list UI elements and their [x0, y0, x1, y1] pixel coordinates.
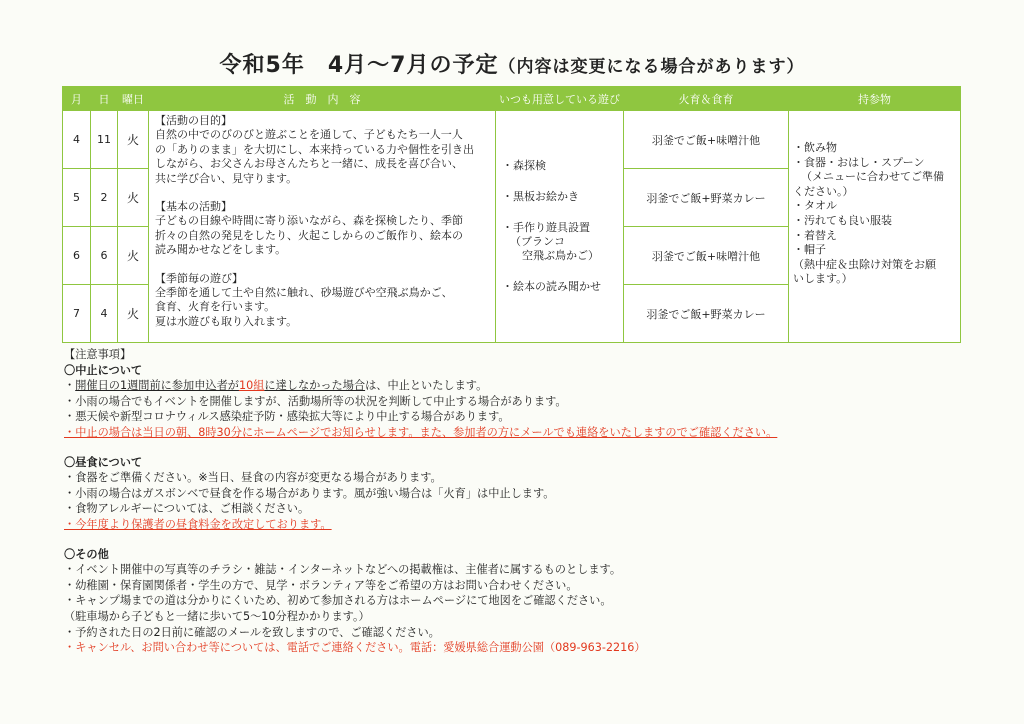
belonging-item: ・汚れても良い服装 — [793, 213, 892, 227]
other-line: （駐車場から子どもと一緒に歩いて5～10分程かかります。） — [64, 609, 370, 623]
lunch-line: ・食物アレルギーについては、ご相談ください。 — [64, 502, 310, 516]
season-line: 食育、火育を行います。 — [155, 300, 276, 314]
season-line: 夏は水遊びも取り入れます。 — [155, 314, 298, 328]
play-item: ・黒板お絵かき — [502, 190, 579, 203]
basic-block — [155, 200, 489, 258]
belonging-item: ください。） — [793, 184, 854, 198]
day-cell: 4 — [91, 285, 118, 343]
play-item-line: 空飛ぶ鳥かご） — [522, 249, 599, 262]
meal-cell: 羽釜でご飯+野菜カレー — [624, 169, 789, 227]
play-item-line: （ブランコ — [510, 235, 565, 248]
weekday-cell: 火 — [118, 285, 149, 343]
purpose-block — [155, 114, 489, 186]
day-cell: 6 — [91, 227, 118, 285]
notes-heading: 【注意事項】 — [64, 348, 132, 361]
weekday-cell: 火 — [118, 227, 149, 285]
play-item: ・森探検 — [502, 159, 546, 172]
month-cell: 5 — [63, 169, 91, 227]
table-header-row — [63, 87, 961, 111]
cancel-condition-text: 開催日の1週間前に参加申込者が — [75, 379, 239, 393]
belonging-item: ・食器・おはし・スプーン — [793, 155, 925, 169]
header-weekday: 曜日 — [118, 87, 149, 111]
basic-line: 読み聞かせなどをします。 — [155, 243, 287, 257]
other-heading: 〇その他 — [64, 547, 109, 561]
lunch-heading: 〇昼食について — [64, 455, 143, 469]
purpose-line: 共に学び合い、見守ります。 — [155, 171, 298, 185]
belonging-item: いします。） — [793, 272, 853, 286]
other-line: ・キャンプ場までの道は分かりにくいため、初めて参加される方はホームページにて地図をご確認ください。 — [64, 594, 612, 608]
belonging-item: ・タオル — [793, 199, 837, 213]
season-block — [155, 272, 489, 330]
season-heading: 【季節毎の遊び】 — [155, 271, 243, 285]
month-cell: 6 — [63, 227, 91, 285]
table-row — [63, 111, 961, 169]
purpose-line: しながら、お父さんお母さんたちと一緒に、成長を喜び合い、 — [155, 157, 463, 171]
header-day: 日 — [91, 87, 118, 111]
purpose-heading: 【活動の目的】 — [155, 114, 232, 127]
cancel-line: ・小雨の場合でもイベントを開催しますが、活動場所等の状況を判断して中止する場合があります。 — [64, 394, 567, 408]
title-main: 令和5年 4月～7月の予定 — [219, 53, 499, 78]
season-line: 全季節を通して土や自然に触れ、砂場遊びや空飛ぶ鳥かご、 — [155, 286, 453, 300]
header-play: いつも用意している遊び — [496, 87, 624, 111]
title-note: （内容は変更になる場合があります） — [498, 57, 805, 77]
meal-cell: 羽釜でご飯+味噌汁他 — [624, 111, 789, 169]
play-item-line: ・手作り遊具設置 — [502, 221, 590, 234]
meal-cell: 羽釜でご飯+味噌汁他 — [624, 227, 789, 285]
belonging-item: （メニューに合わせてご準備 — [801, 170, 944, 184]
contact-line: ・キャンセル、お問い合わせ等については、電話でご連絡ください。電話：愛媛県総合運動公園（089-963-2216） — [64, 641, 646, 655]
belonging-item: （熱中症＆虫除け対策をお願 — [793, 257, 936, 271]
cancel-condition-end: は、中止といたします。 — [365, 379, 488, 393]
basic-heading: 【基本の活動】 — [155, 200, 232, 214]
activity-content-cell — [149, 111, 496, 343]
bullet: ・ — [64, 379, 76, 393]
header-month: 月 — [63, 87, 91, 111]
belonging-item: ・着替え — [793, 228, 837, 242]
belonging-item: ・帽子 — [793, 243, 826, 257]
lunch-line: ・食器をご準備ください。※当日、昼食の内容が変更なる場合があります。 — [64, 471, 442, 485]
purpose-line: の「ありのまま」を大切にし、本来持っている力や個性を引き出 — [155, 142, 474, 156]
group-count: 10組 — [238, 379, 265, 393]
cancel-heading: 〇中止について — [64, 363, 143, 377]
play-item — [502, 221, 617, 263]
page-title — [0, 48, 1024, 79]
day-cell: 2 — [91, 169, 118, 227]
belonging-item: ・飲み物 — [793, 141, 837, 154]
header-fire-food: 火育＆食育 — [624, 87, 789, 111]
play-cell — [496, 111, 624, 343]
cancel-line: ・悪天候や新型コロナウィルス感染症予防・感染拡大等により中止する場合があります。 — [64, 410, 510, 424]
other-line: ・幼稚園・保育園関係者・学生の方で、見学・ボランティア等をご希望の方はお問い合わせください。 — [64, 578, 578, 592]
weekday-cell: 火 — [118, 111, 149, 169]
lunch-line: ・小雨の場合はガスボンベで昼食を作る場合があります。風が強い場合は「火育」は中止します。 — [64, 486, 555, 500]
belongings-cell — [789, 111, 961, 343]
meal-cell: 羽釜でご飯+野菜カレー — [624, 285, 789, 343]
weekday-cell: 火 — [118, 169, 149, 227]
header-belongings: 持参物 — [789, 87, 961, 111]
basic-line: 子どもの目線や時間に寄り添いながら、森を探検したり、季節 — [155, 214, 463, 228]
schedule-table — [62, 86, 961, 343]
cancel-condition-text-2: に達しなかった場合 — [264, 379, 366, 393]
month-cell: 7 — [63, 285, 91, 343]
basic-line: 折々の自然の発見をしたり、火起こしからのご飯作り、絵本の — [155, 228, 463, 242]
notes-section — [64, 347, 964, 656]
other-line: ・イベント開催中の写真等のチラシ・雑誌・インターネットなどへの掲載権は、主催者に属するものとします。 — [64, 563, 622, 577]
cancel-notice-line: ・中止の場合は当日の朝、8時30分にホームページでお知らせします。また、参加者の方にメールでも連絡をいたしますのでご確認ください。 — [64, 425, 778, 439]
purpose-line: 自然の中でのびのびと遊ぶことを通して、子どもたち一人一人 — [155, 128, 463, 142]
cancel-line — [64, 378, 964, 394]
other-line: ・予約された日の2日前に確認のメールを致しますので、ご確認ください。 — [64, 625, 440, 639]
month-cell: 4 — [63, 111, 91, 169]
play-item: ・絵本の読み聞かせ — [502, 280, 601, 293]
day-cell: 11 — [91, 111, 118, 169]
header-activity: 活 動 内 容 — [149, 87, 496, 111]
lunch-fee-line: ・今年度より保護者の昼食料金を改定しております。 — [64, 517, 332, 531]
